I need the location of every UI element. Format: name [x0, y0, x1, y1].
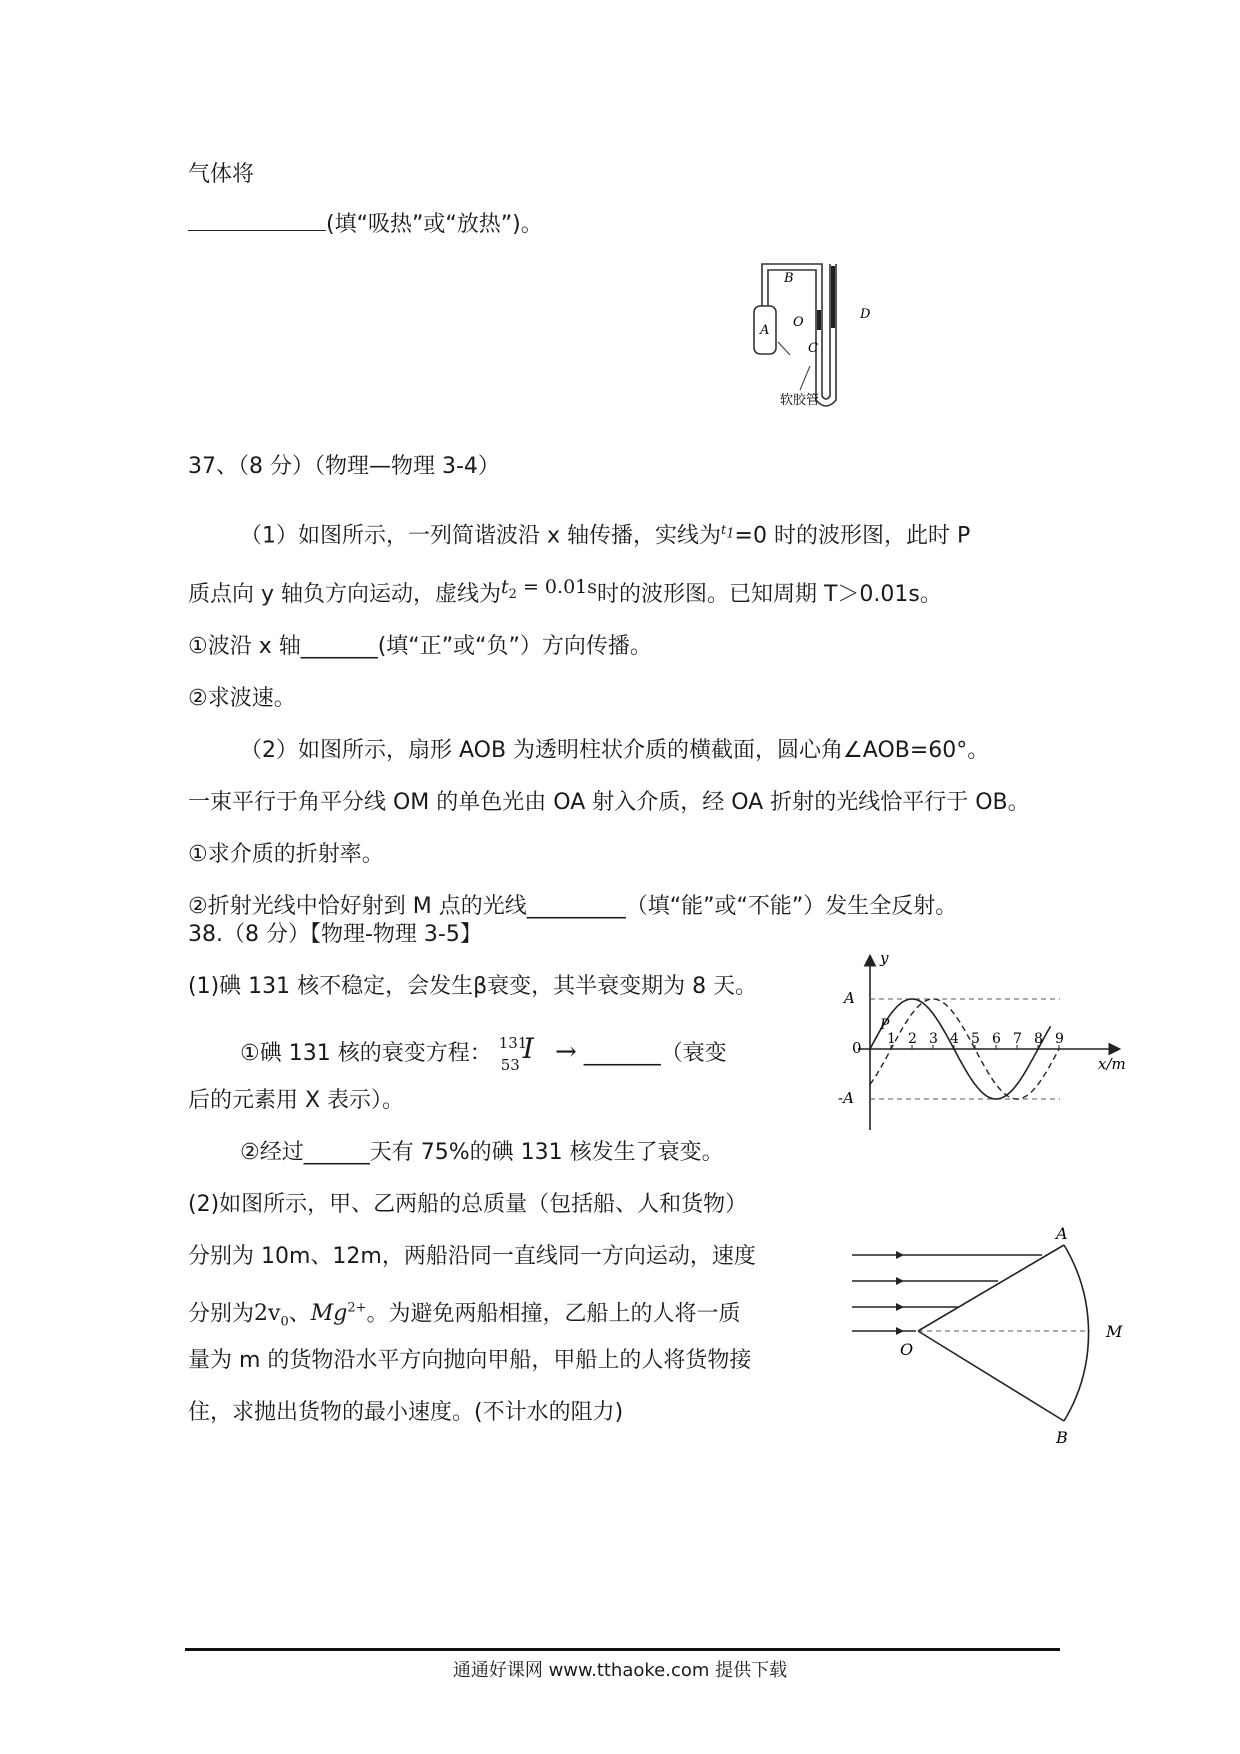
- q38-p1: (1)碘 131 核不稳定，会发生β衰变，其半衰变期为 8 天。: [188, 974, 758, 999]
- q38-q2: ②经过______天有 75%的碘 131 核发生了衰变。: [240, 1140, 724, 1165]
- q36-line1: 气体将: [188, 162, 255, 187]
- wave-graph-figure: [830, 945, 1140, 1135]
- q38-q1c: 后的元素用 X 表示）。: [188, 1088, 405, 1113]
- q37-p1: （1）如图所示，一列简谐波沿 x 轴传播，实线为$^{t_1}$=0 时的波形图，此时 P: [240, 523, 971, 549]
- q38-p5: 量为 m 的货物沿水平方向抛向甲船，甲船上的人将货物接: [188, 1348, 752, 1373]
- q37-p3: （2）如图所示，扇形 AOB 为透明柱状介质的横截面，圆心角∠AOB=60°。: [240, 738, 990, 763]
- y-axis-label: y: [880, 949, 889, 967]
- x-tick-label: 1: [887, 1031, 896, 1047]
- origin-label: 0: [852, 1039, 862, 1057]
- x-tick-label: 6: [992, 1031, 1001, 1047]
- q38-p2: (2)如图所示，甲、乙两船的总质量（包括船、人和货物）: [188, 1192, 748, 1217]
- x-tick-label: 5: [971, 1031, 980, 1047]
- q38-q1: ①碘 131 核的衰变方程： 131 53 I → _______（衰变: [240, 1032, 727, 1074]
- label-A: A: [760, 323, 770, 338]
- amplitude-pos-label: A: [844, 989, 855, 1007]
- label-O: O: [793, 315, 804, 330]
- label-hose: 软胶管: [780, 393, 820, 408]
- q36-line2: (填“吸热”或“放热”)。: [188, 208, 543, 240]
- q37-p2: 质点向 y 轴负方向运动，虚线为$t_2 = 0.01s$时的波形图。已知周期 T＞0.01s。: [188, 576, 942, 607]
- x-axis-label: x/m: [1098, 1055, 1126, 1073]
- gas-tube-figure: [740, 250, 920, 415]
- answer-blank: [188, 208, 326, 231]
- x-tick-label: 3: [929, 1031, 938, 1047]
- footer-text: 通通好课网 www.tthaoke.com 提供下载: [452, 1660, 788, 1681]
- sector-label-A: A: [1056, 1225, 1068, 1243]
- point-P-label: P: [880, 1017, 890, 1033]
- sector-figure: [850, 1225, 1140, 1455]
- q37-header: 37、（8 分）（物理—物理 3-4）: [188, 454, 500, 479]
- x-tick-label: 4: [950, 1031, 959, 1047]
- x-tick-label: 2: [908, 1031, 917, 1047]
- label-C: C: [808, 341, 818, 356]
- x-tick-label: 9: [1055, 1031, 1064, 1047]
- sector-label-B: B: [1056, 1428, 1068, 1447]
- label-B: B: [784, 271, 794, 286]
- q38-p6: 住，求抛出货物的最小速度。(不计水的阻力): [188, 1400, 624, 1425]
- amplitude-neg-label: -A: [838, 1089, 854, 1107]
- q37-p4: 一束平行于角平分线 OM 的单色光由 OA 射入介质，经 OA 折射的光线恰平行于 OB。: [188, 790, 1030, 815]
- q38-p3: 分别为 10m、12m，两船沿同一直线同一方向运动，速度: [188, 1244, 756, 1269]
- q38-header: 38.（8 分）【物理-物理 3-5】: [188, 922, 482, 947]
- iodine-nuclide: 131 53 I: [498, 1032, 534, 1074]
- q37-q1: ①波沿 x 轴_______(填“正”或“负”）方向传播。: [188, 634, 652, 659]
- sector-label-O: O: [900, 1340, 914, 1359]
- footer-rule: [185, 1648, 1060, 1651]
- q37-q3: ①求介质的折射率。: [188, 842, 384, 867]
- q37-q4: ②折射光线中恰好射到 M 点的光线_________（填“能”或“不能”）发生全反射。: [188, 894, 958, 919]
- x-tick-label: 8: [1034, 1031, 1043, 1047]
- x-tick-label: 7: [1013, 1031, 1022, 1047]
- q37-q2: ②求波速。: [188, 686, 296, 711]
- q38-p4: 分别为$2v_0$、$Mg^{2+}$。为避免两船相撞，乙船上的人将一质: [188, 1301, 741, 1330]
- label-D: D: [860, 307, 871, 322]
- sector-label-M: M: [1106, 1322, 1123, 1341]
